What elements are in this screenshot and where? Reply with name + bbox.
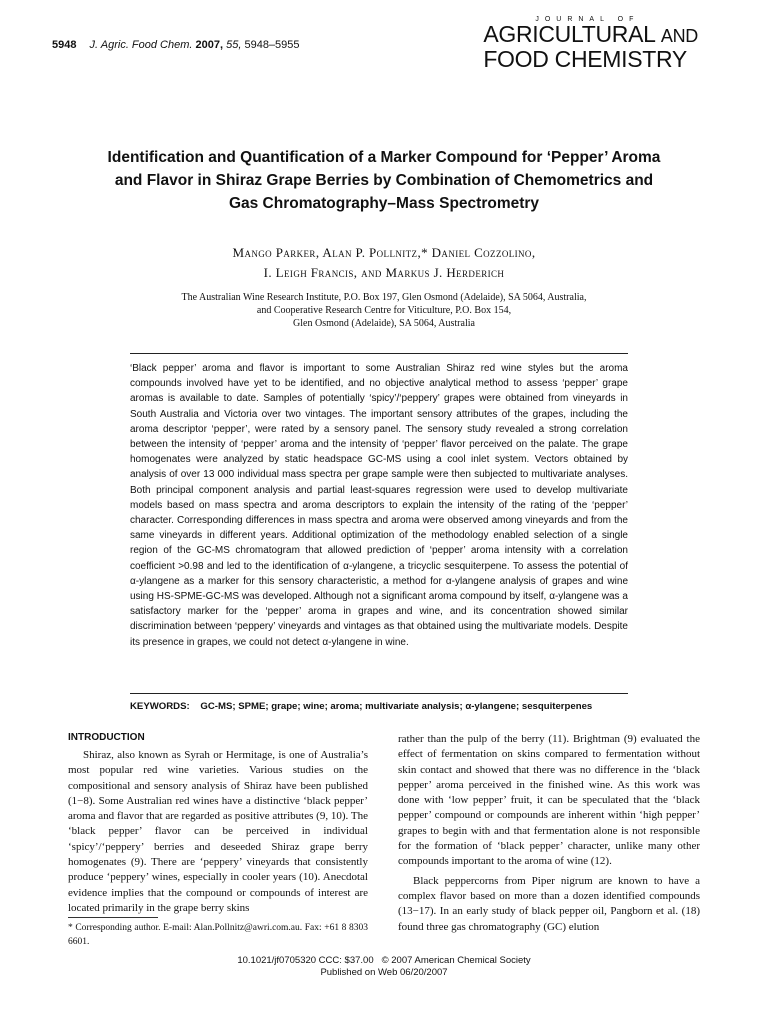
copyright: © 2007 American Chemical Society (381, 955, 531, 966)
keywords (130, 701, 628, 712)
abstract-rule-bottom (130, 693, 628, 694)
author-line-1: Mango Parker, Alan P. Pollnitz,* Daniel Cozzolino, (232, 245, 536, 260)
paper-title: Identification and Quantification of a Marker Compound for ‘Pepper’ Aroma and Flavor in Shiraz Grape Berries by Combination of Chemometrics and Gas Chromatography–Mass Spectrometry (107, 149, 661, 212)
body-column-left (68, 732, 368, 916)
abstract-rule-top (130, 353, 628, 354)
page-number: 5948 (52, 39, 77, 51)
section-heading-introduction: INTRODUCTION (68, 732, 145, 743)
abstract-text: ‘Black pepper’ aroma and flavor is important to some Australian Shiraz red wine styles but the aroma compounds involved have yet to be identified, and no objective analytical method to assess ‘pepper’ grape aromas is available to date. Samples of potentially ‘spicy’/‘peppery’ grapes were obtained from vineyards in South Australia and Victoria over two vintages. The important sensory attributes of the grapes, including the aroma descriptor ‘pepper’, were rated by a sensory panel. The sensory study revealed a strong correlation between the intensity of ‘pepper’ aroma and the intensity of ‘pepper’ flavor perceived on the palate. The grape homogenates were analyzed by static headspace GC-MS using a cool inlet system. Vectors obtained by analysis of over 13 000 individual mass spectra per grape sample were then subjected to multivariate analyses. Both principal component analysis and partial least-squares regression were used to develop multivariate models based on mass spectra and aroma descriptors to explain the intensity of the rating of the ‘pepper’ character. Corresponding differences in mass spectra and aroma were observed among vineyards and from the same vineyards in different years. Additional optimization of the methodology enabled selection of a single region of the GC-MS chromatogram that allowed prediction of ‘pepper’ aroma intensity with a correlation coefficient >0.98 and led to the identification of α-ylangene, a tricyclic sesquiterpene. To assess the potential of α-ylangene as a marker for this sensory characteristic, a method for α-ylangene analysis of grapes and wine using HS-SPME-GC-MS was developed. Although not a significant aroma compound by itself, α-ylangene was a satisfactory marker for the ‘pepper’ aroma in grapes and wine, and its concentration showed similar discrimination between ‘peppery’ vineyards and vintages as that obtained using the multivariate models. Despite its presence in grapes, we could not detect α-ylangene in wine. (130, 363, 628, 648)
affiliation-line-3: Glen Osmond (Adelaide), SA 5064, Australia (293, 318, 475, 329)
doi-line: 10.1021/jf0705320 CCC: $37.00 (237, 955, 374, 966)
author-list (100, 243, 668, 283)
affiliation-line-2: and Cooperative Research Centre for Viticulture, P.O. Box 154, (256, 305, 512, 316)
intro-paragraph-1: Shiraz, also known as Syrah or Hermitage, is one of Australia’s most popular red wine varieties. Various studies on the compositional and sensory analysis of Shiraz have been published (1−8). Some Australian red wines have a distinctive ‘black pepper’ aroma and flavor that are regarded as positive attributes (9, 10). The ‘black pepper’ flavor can be perceived in individual ‘spicy’/‘peppery’ berries and deseeded Shiraz grape berry homogenates (9). There are ‘peppery’ vineyards that consistently produce ‘peppery’ wines, especially in cooler years (10). Anecdotal evidence implies that the compound or compounds of interest are located primarily in the grape berry skins (68, 749, 368, 914)
citation-volume: 55, (226, 39, 242, 51)
keywords-label: KEYWORDS: (130, 701, 190, 712)
author-line-2: I. Leigh Francis, and Markus J. Herderich (263, 265, 505, 280)
citation-pages: 5948–5955 (244, 39, 300, 51)
citation-year: 2007, (195, 39, 224, 51)
page-footer (0, 955, 768, 979)
intro-paragraph-continued: rather than the pulp of the berry (11). Brightman (9) evaluated the effect of fermentation on skins compared to fermentation without skin contact and showed that there was no difference in the ‘black pepper’ aroma perceived in the finished wine. As this work was done with ‘low pepper’ fruit, it can be speculated that the ‘black pepper’ compound or compounds are inherent within ‘high pepper’ grapes to begin with and that fermentation alone is not responsible for the formation of ‘black pepper’ character, unlike many other compounds important to the aroma of wine (12). (398, 733, 700, 868)
intro-paragraph-2: Black peppercorns from Piper nigrum are known to have a complex flavor based on more than a dozen identified compounds (13−17). In an early study of black pepper oil, Pangborn et al. (18) found three gas chromatography (GC) elution (398, 874, 700, 933)
published-date: Published on Web 06/20/2007 (320, 967, 448, 978)
footnote-rule (68, 917, 158, 918)
affiliation (100, 291, 668, 330)
body-column-right (398, 732, 700, 935)
masthead-line2: FOOD CHEMISTRY (483, 46, 687, 72)
masthead-journal-of: JOURNAL OF (535, 16, 640, 23)
keywords-text: GC-MS; SPME; grape; wine; aroma; multivariate analysis; α-ylangene; sesquiterpenes (200, 701, 593, 712)
journal-abbrev: J. Agric. Food Chem. (89, 39, 193, 51)
running-head (52, 39, 300, 51)
journal-masthead (483, 16, 698, 71)
affiliation-line-1: The Australian Wine Research Institute, P.O. Box 197, Glen Osmond (Adelaide), SA 5064, Australia, (181, 292, 587, 303)
masthead-line1: AGRICULTURAL (483, 21, 655, 47)
corresponding-author-footnote: * Corresponding author. E-mail: Alan.Pollnitz@awri.com.au. Fax: +61 8 8303 6601. (68, 923, 368, 947)
masthead-and: AND (660, 26, 698, 46)
